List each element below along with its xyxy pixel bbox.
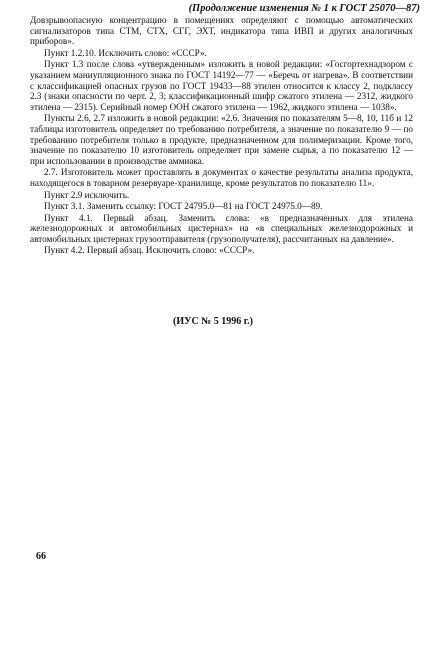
paragraph-1: Довзрывоопасную концентрацию в помещениях определяют с помощью автоматических сигнализаторов типа СТМ, СТХ, СГГ, ЭХТ, индикатора типа ИВП и других аналогичных приборов». — [30, 15, 413, 47]
paragraph-7: Пункт 3.1. Заменить ссылку: ГОСТ 24795.0—81 на ГОСТ 24975.0—89. — [44, 201, 323, 212]
page-number: 66 — [36, 551, 46, 562]
source-reference: (ИУС № 5 1996 г.) — [173, 316, 253, 327]
paragraph-8: Пункт 4.1. Первый абзац. Заменить слова: «в предназначенных для этилена железнодорожных и автомобильных цистернах» на «в специальных железнодорожных и автомобильных цистернах грузоотправителя (грузополучателя), рассчитанных на давление». — [30, 212, 413, 244]
running-header: (Продолжение изменения № 1 к ГОСТ 25070—87) — [188, 3, 420, 14]
paragraph-6: Пункт 2.9 исключить. — [44, 189, 130, 200]
paragraph-5: 2.7. Изготовитель может проставлять в документах о качестве результаты анализа продукта, находящегося в товарном резервуаре-хранилище, кроме результатов по показателю 11». — [30, 167, 413, 188]
paragraph-9: Пункт 4.2. Первый абзац. Исключить слово: «СССР». — [44, 245, 255, 256]
paragraph-2: Пункт 1.2.10. Исключить слово: «СССР». — [44, 47, 207, 58]
paragraph-3: Пункт 1.3 после слова «утвержденным» изложить в новой редакции: «Госгортехнадзором с указанием маниупляционного знака по ГОСТ 14192—77 — «Беречь от нагрева». В соответствии с классификацией опасных грузов по ГОСТ 19433—88 этилен относится к классу 2, подклассу 2.3 (знаки опасности по черт. 2, 3; классификационный шифр сжатого этилена — 2312, жидкого этилена — 2315). Серийный номер ООН сжатого этилена — 1962, жидкого этилена — 1038». — [30, 59, 413, 112]
body-text — [30, 15, 413, 257]
paragraph-4: Пункты 2.6, 2.7 изложить в новой редакции: «2.6. Значения по показателям 5—8, 10, 11б и 12 таблицы изготовитель определяет по требованию потребителя, а значение по показателю 9 — по требованию потребителя только в продукте, предназначенном для полимеризации. Кроме того, значение по показателю 10 изготовитель определяет при замене сырья, а по показателю 12 — при использовании в производстве аммиака. — [30, 113, 413, 166]
